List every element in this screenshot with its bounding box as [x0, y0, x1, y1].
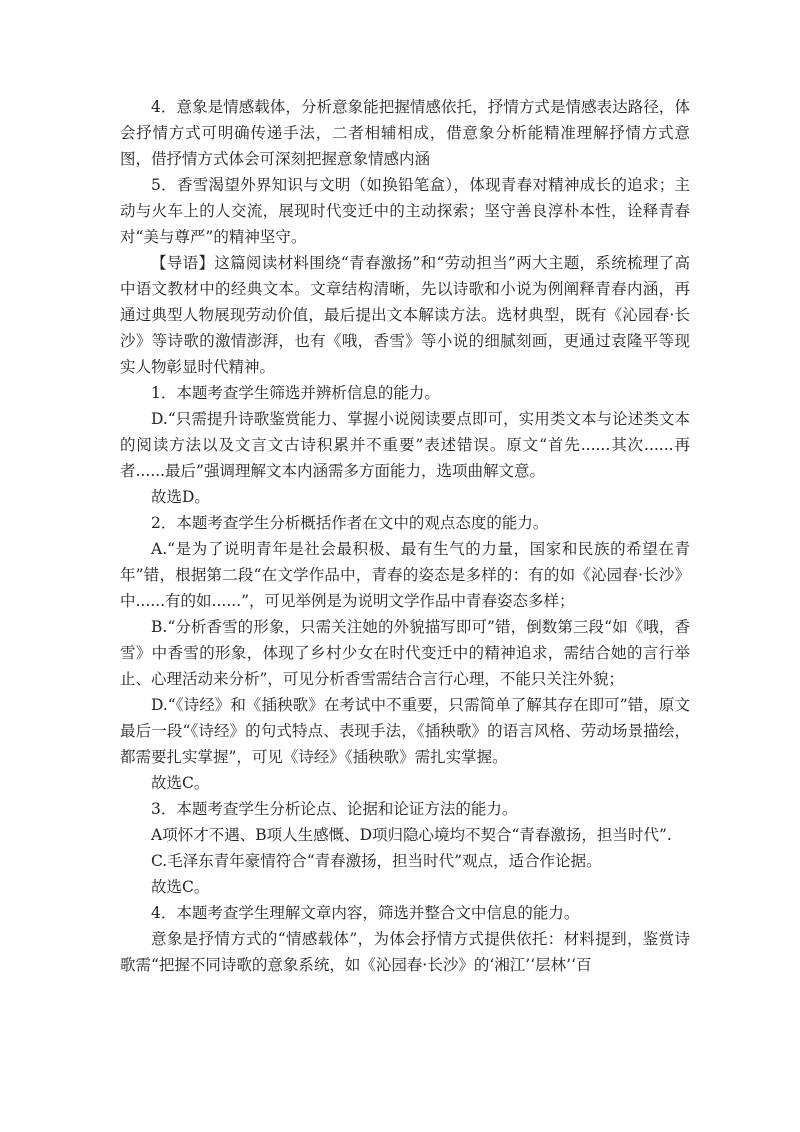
guide-intro: 【导语】这篇阅读材料围绕“青春激扬”和“劳动担当”两大主题，系统梳理了高中语文教材中的经典文本。文章结构清晰，先以诗歌和小说为例阐释青春内涵，再通过典型人物展现劳动价值，最后提出文本解读方法。选材典型，既有《沁园春·长沙》等诗歌的激情澎湃，也有《哦，香雪》等小说的细腻刻画，更通过袁隆平等现实人物彰显时代精神。 [120, 254, 690, 376]
q2-option-d: D.“《诗经》和《插秧歌》在考试中不重要，只需简单了解其存在即可”错，原文最后一段“《诗经》的句式特点、表现手法，《插秧歌》的语言风格、劳动场景描绘，都需要扎实掌握”，可见《诗经》《插秧歌》需扎实掌握。 [120, 696, 690, 766]
q1-heading: 1．本题考查学生筛选并辨析信息的能力。 [151, 384, 440, 402]
q3-option-c: C.毛泽东青年豪情符合“青春激扬，担当时代”观点，适合作论据。 [151, 852, 602, 870]
q1-answer: 故选D。 [151, 488, 210, 506]
q2-heading: 2．本题考查学生分析概括作者在文中的观点态度的能力。 [151, 514, 549, 532]
q4-heading: 4．本题考查学生理解文章内容，筛选并整合文中信息的能力。 [151, 904, 580, 922]
q2-answer: 故选C。 [151, 774, 210, 792]
answer-point-4: 4．意象是情感载体，分析意象能把握情感依托，抒情方式是情感表达路径，体会抒情方式可明确传递手法，二者相辅相成，借意象分析能精准理解抒情方式意图，借抒情方式体会可深刻把握意象情感内涵 [120, 98, 690, 168]
document-body [120, 94, 690, 978]
q1-option-d: D.“只需提升诗歌鉴赏能力、掌握小说阅读要点即可，实用类文本与论述类文本的阅读方法以及文言文古诗积累并不重要”表述错误。原文“首先......其次......再者......最后”强调理解文本内涵需多方面能力，选项曲解文意。 [120, 410, 690, 480]
answer-point-5: 5．香雪渴望外界知识与文明（如换铅笔盒），体现青春对精神成长的追求；主动与火车上的人交流，展现时代变迁中的主动探索；坚守善良淳朴本性，诠释青春对“美与尊严”的精神坚守。 [120, 176, 690, 246]
q3-options-abd: A项怀才不遇、B项人生感慨、D项归隐心境均不契合“青春激扬，担当时代”. [151, 826, 672, 844]
q2-option-b: B.“分析香雪的形象，只需关注她的外貌描写即可”错，倒数第三段“如《哦，香雪》中香雪的形象，体现了乡村少女在时代变迁中的精神追求，需结合她的言行举止、心理活动来分析”，可见分析香雪需结合言行心理，不能只关注外貌； [120, 618, 690, 688]
q4-explanation: 意象是抒情方式的“情感载体”，为体会抒情方式提供依托：材料提到，鉴赏诗歌需“把握不同诗歌的意象系统，如《沁园春·长沙》的‘湘江’‘层林’‘百 [120, 930, 690, 974]
q3-answer: 故选C。 [151, 878, 210, 896]
q2-option-a: A.“是为了说明青年是社会最积极、最有生气的力量，国家和民族的希望在青年”错，根据第二段“在文学作品中，青春的姿态是多样的：有的如《沁园春·长沙》中......有的如......”，可见举例是为说明文学作品中青春姿态多样； [120, 540, 690, 610]
q3-heading: 3．本题考查学生分析论点、论据和论证方法的能力。 [151, 800, 518, 818]
